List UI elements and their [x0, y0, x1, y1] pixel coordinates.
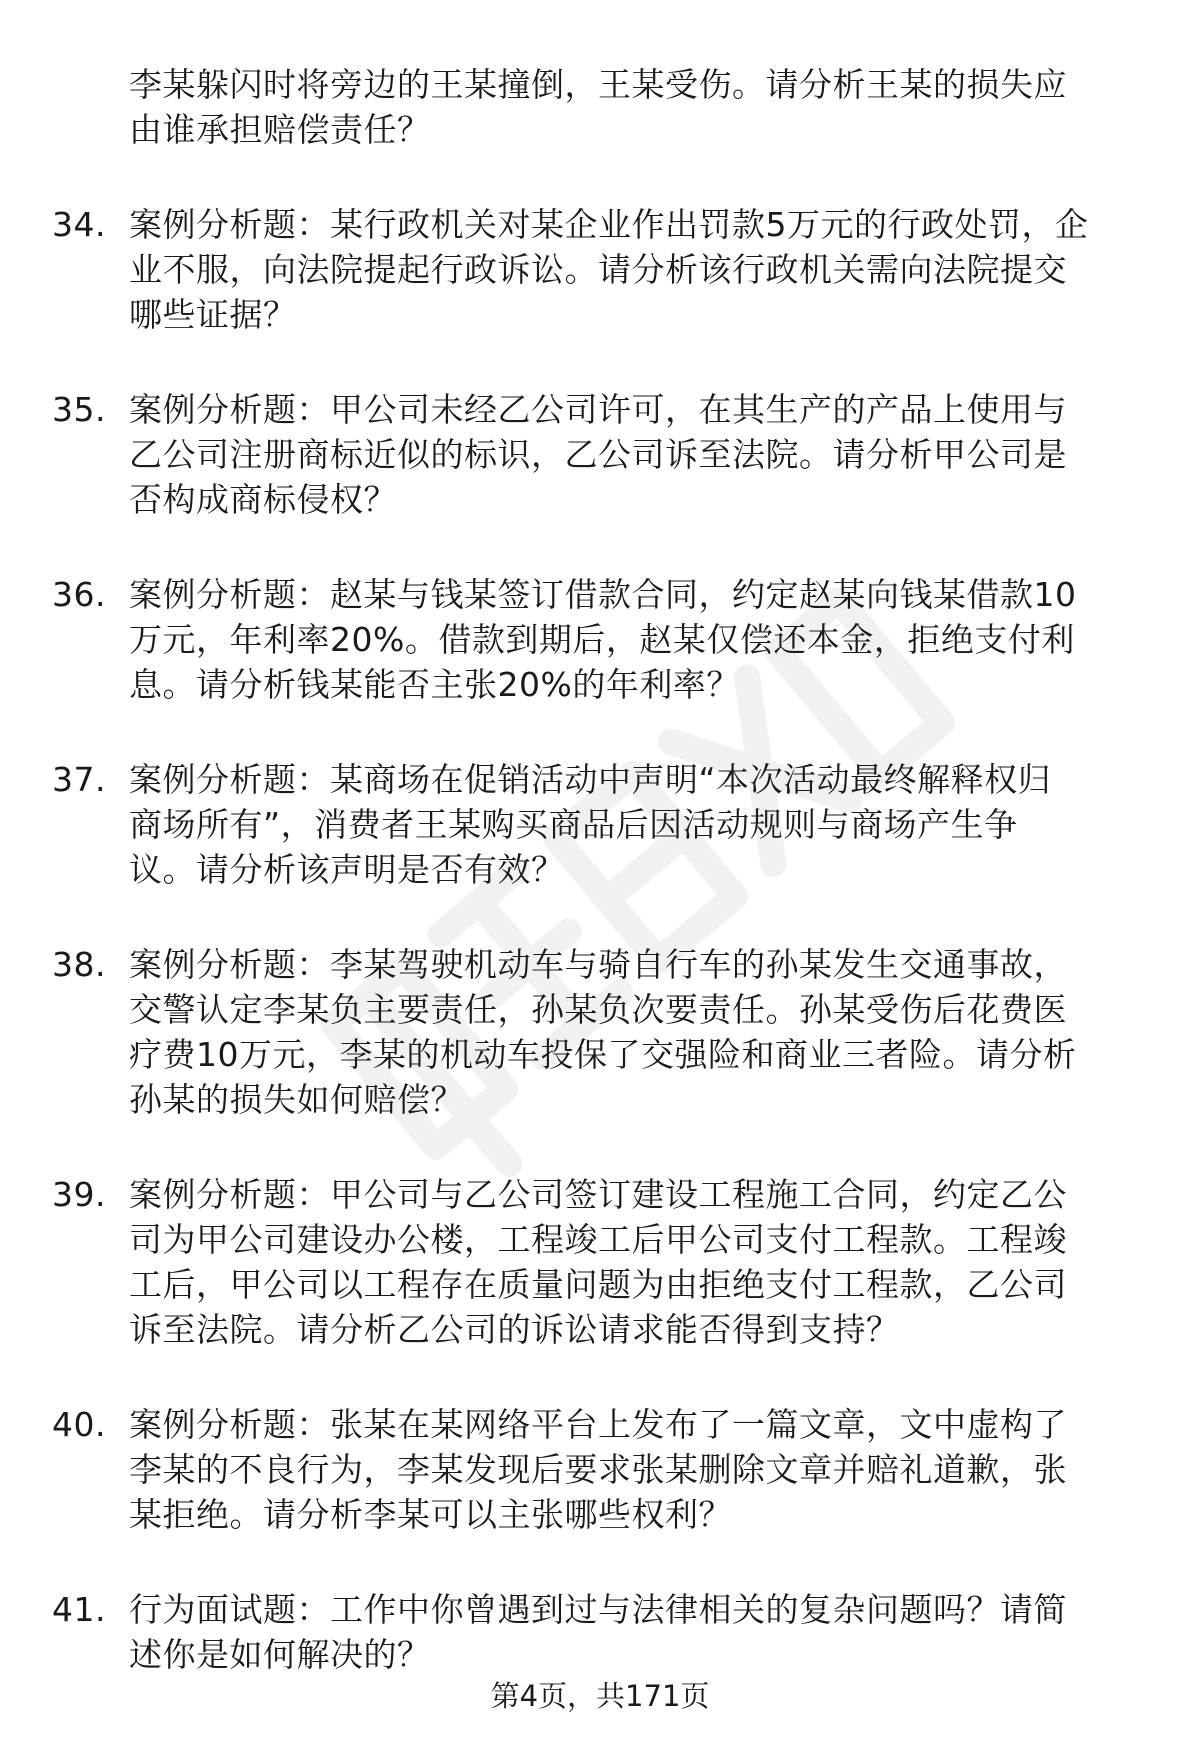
question-text	[129, 1172, 1159, 1352]
question-text	[129, 62, 1159, 152]
text-line: 司为甲公司建设办公楼，工程竣工后甲公司支付工程款。工程竣	[129, 1220, 1067, 1259]
text-line: 行为面试题：工作中你曾遇到过与法律相关的复杂问题吗？请简	[129, 1590, 1067, 1629]
text-line: 孙某的损失如何赔偿？	[129, 1080, 464, 1119]
text-line: 某拒绝。请分析李某可以主张哪些权利？	[129, 1495, 732, 1534]
question-text	[129, 387, 1159, 522]
text-line: 否构成商标侵权？	[129, 480, 397, 519]
question-text	[129, 1402, 1159, 1537]
question-text	[129, 757, 1159, 892]
text-line: 案例分析题：甲公司未经乙公司许可，在其生产的产品上使用与	[129, 390, 1067, 429]
question-number: 36.	[52, 575, 106, 614]
text-line: 案例分析题：张某在某网络平台上发布了一篇文章，文中虚构了	[129, 1405, 1067, 1444]
text-line: 诉至法院。请分析乙公司的诉讼请求能否得到支持？	[129, 1310, 900, 1349]
question-item	[0, 387, 1200, 522]
text-line: 工后，甲公司以工程存在质量问题为由拒绝支付工程款，乙公司	[129, 1265, 1067, 1304]
question-item	[0, 572, 1200, 707]
text-line: 万元，年利率20%。借款到期后，赵某仅偿还本金，拒绝支付利	[129, 620, 1075, 659]
text-line: 案例分析题：甲公司与乙公司签订建设工程施工合同，约定乙公	[129, 1175, 1067, 1214]
question-number: 41.	[52, 1590, 106, 1629]
text-line: 李某的不良行为，李某发现后要求张某删除文章并赔礼道歉，张	[129, 1450, 1067, 1489]
text-line: 案例分析题：某行政机关对某企业作出罚款5万元的行政处罚，企	[129, 205, 1089, 244]
question-number: 39.	[52, 1175, 106, 1214]
question-text	[129, 572, 1159, 707]
text-line: 乙公司注册商标近似的标识，乙公司诉至法院。请分析甲公司是	[129, 435, 1067, 474]
question-text	[129, 1587, 1159, 1677]
text-line: 业不服，向法院提起行政诉讼。请分析该行政机关需向法院提交	[129, 250, 1067, 289]
question-number: 40.	[52, 1405, 106, 1444]
text-line: 交警认定李某负主要责任，孙某负次要责任。孙某受伤后花费医	[129, 990, 1067, 1029]
question-item	[0, 1402, 1200, 1537]
question-number: 34.	[52, 205, 106, 244]
question-item	[0, 757, 1200, 892]
text-line: 息。请分析钱某能否主张20%的年利率？	[129, 665, 740, 704]
text-line: 案例分析题：某商场在促销活动中声明“本次活动最终解释权归	[129, 760, 1052, 799]
page-footer: 第4页，共171页	[490, 1679, 710, 1713]
text-line: 哪些证据？	[129, 295, 297, 334]
question-text	[129, 942, 1159, 1122]
text-line: 疗费10万元，李某的机动车投保了交强险和商业三者险。请分析	[129, 1035, 1077, 1074]
question-number: 37.	[52, 760, 106, 799]
text-line: 案例分析题：李某驾驶机动车与骑自行车的孙某发生交通事故，	[129, 945, 1067, 984]
text-line: 商场所有”，消费者王某购买商品后因活动规则与商场产生争	[129, 805, 1018, 844]
question-item	[0, 942, 1200, 1122]
question-number: 38.	[52, 945, 106, 984]
question-continuation	[0, 62, 1200, 152]
text-line: 由谁承担赔偿责任？	[129, 110, 431, 149]
question-text	[129, 202, 1159, 337]
question-item	[0, 1587, 1200, 1677]
text-line: 议。请分析该声明是否有效？	[129, 850, 565, 889]
text-line: 述你是如何解决的？	[129, 1635, 431, 1674]
text-line: 案例分析题：赵某与钱某签订借款合同，约定赵某向钱某借款10	[129, 575, 1077, 614]
question-item	[0, 1172, 1200, 1352]
question-list	[0, 202, 1200, 1677]
text-line: 李某躲闪时将旁边的王某撞倒，王某受伤。请分析王某的损失应	[129, 65, 1067, 104]
question-number: 35.	[52, 390, 106, 429]
question-item	[0, 202, 1200, 337]
